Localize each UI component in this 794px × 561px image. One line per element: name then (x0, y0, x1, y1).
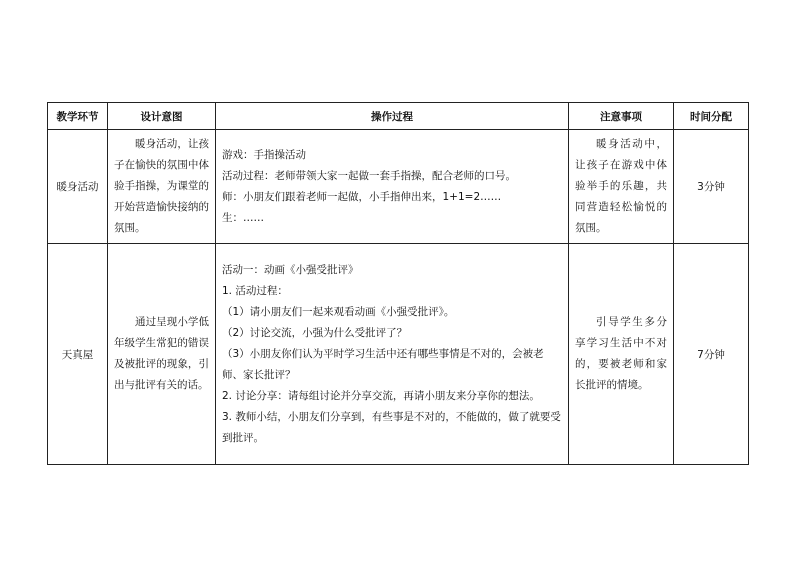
notes-text: 引导学生多分享学习生活中不对的，要被老师和家长批评的情境。 (575, 316, 667, 391)
process-line: 2. 讨论分享：请每组讨论并分享交流，再请小朋友来分享你的想法。 (222, 389, 540, 402)
process-line: 师：小朋友们跟着老师一起做，小手指伸出来，1+1=2…… (222, 190, 502, 203)
process-text (216, 141, 568, 233)
process-line: 活动过程：老师带领大家一起做一套手指操，配合老师的口号。 (222, 169, 516, 182)
header-time: 时间分配 (674, 103, 749, 130)
header-step: 教学环节 (48, 103, 108, 130)
step-cell: 暖身活动 (48, 130, 108, 244)
header-notes: 注意事项 (569, 103, 674, 130)
process-line: （2）讨论交流，小强为什么受批评了？ (222, 326, 408, 339)
process-line: 1. 活动过程： (222, 284, 288, 297)
table-row (48, 130, 749, 244)
header-row (48, 103, 749, 130)
notes-cell (569, 130, 674, 244)
notes-cell (569, 244, 674, 465)
process-line: 生：…… (222, 211, 264, 224)
intent-cell (108, 130, 216, 244)
intent-cell (108, 244, 216, 465)
process-line: 游戏：手指操活动 (222, 148, 306, 161)
process-line: 活动一：动画《小强受批评》 (222, 263, 359, 276)
time-cell: 7分钟 (674, 244, 749, 465)
process-text (216, 256, 568, 453)
intent-text: 暖身活动，让孩子在愉快的氛围中体验手指操，为课堂的开始营造愉快接纳的氛围。 (114, 138, 209, 234)
process-cell (216, 244, 569, 465)
table-row (48, 244, 749, 465)
process-line: （1）请小朋友们一起来观看动画《小强受批评》。 (222, 305, 455, 318)
lesson-plan-table (47, 102, 749, 465)
header-process: 操作过程 (216, 103, 569, 130)
process-line: （3）小朋友你们认为平时学习生活中还有哪些事情是不对的，会被老师、家长批评？ (222, 347, 544, 381)
process-line: 3. 教师小结，小朋友们分享到，有些事是不对的，不能做的，做了就要受到批评。 (222, 410, 561, 444)
notes-text: 暖身活动中，让孩子在游戏中体验举手的乐趣，共同营造轻松愉悦的氛围。 (575, 138, 667, 234)
intent-text: 通过呈现小学低年级学生常犯的错误及被批评的现象，引出与批评有关的话。 (114, 316, 209, 391)
time-cell: 3分钟 (674, 130, 749, 244)
header-intent: 设计意图 (108, 103, 216, 130)
process-cell (216, 130, 569, 244)
step-cell: 天真屋 (48, 244, 108, 465)
